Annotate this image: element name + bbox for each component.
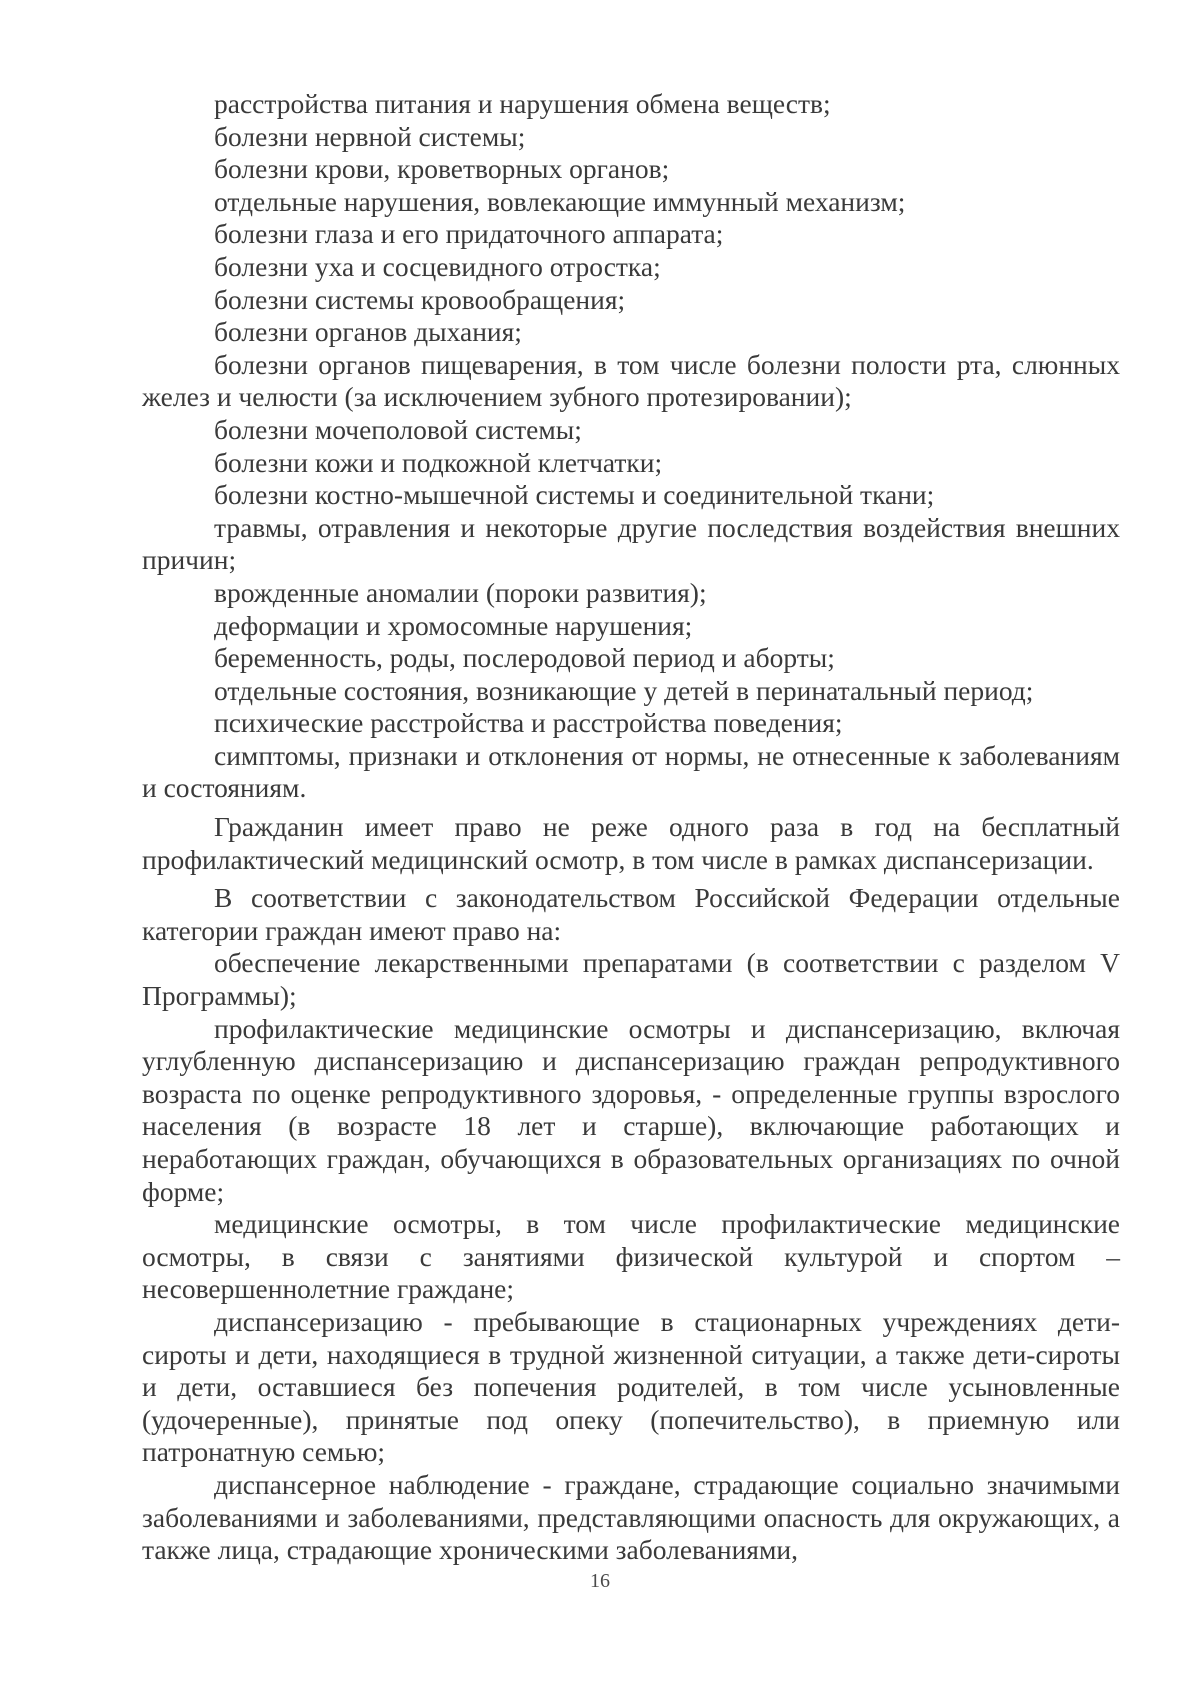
document-body [142, 88, 1120, 1567]
paragraph: болезни органов дыхания; [214, 316, 522, 348]
paragraph: диспансерное наблюдение - граждане, страдающие социально значимыми заболеваниями и заболеваниями, представляющими опасность для окружающих, а также лица, страдающие хроническими заболеваниями, [142, 1468, 1120, 1566]
paragraph: болезни кожи и подкожной клетчатки; [214, 446, 663, 478]
paragraph: отдельные состояния, возникающие у детей в перинатальный период; [214, 674, 1034, 706]
paragraph: обеспечение лекарственными препаратами (в соответствии с разделом V Программы); [142, 947, 1120, 1012]
paragraph: болезни глаза и его придаточного аппарата; [214, 218, 724, 250]
paragraph: В соответствии с законодательством Российской Федерации отдельные категории граждан имеют право на: [142, 882, 1120, 946]
paragraph: болезни нервной системы; [214, 120, 526, 152]
paragraph: болезни мочеполовой системы; [214, 413, 582, 445]
paragraph: отдельные нарушения, вовлекающие иммунный механизм; [214, 185, 906, 217]
paragraph: врожденные аномалии (пороки развития); [214, 576, 707, 608]
paragraph: деформации и хромосомные нарушения; [214, 609, 693, 641]
paragraph: психические расстройства и расстройства поведения; [214, 707, 843, 739]
paragraph: Гражданин имеет право не реже одного раза в год на бесплатный профилактический медицинский осмотр, в том числе в рамках диспансеризации. [142, 811, 1120, 875]
paragraph: болезни органов пищеварения, в том числе болезни полости рта, слюнных желез и челюсти (за исключением зубного протезировании); [142, 348, 1120, 413]
paragraph: медицинские осмотры, в том числе профилактические медицинские осмотры, в связи с занятиями физической культурой и спортом – несовершеннолетние граждане; [142, 1208, 1120, 1305]
paragraph: симптомы, признаки и отклонения от нормы, не отнесенные к заболеваниям и состояниям. [142, 739, 1120, 804]
paragraph: болезни крови, кроветворных органов; [214, 153, 670, 185]
paragraph: диспансеризацию - пребывающие в стационарных учреждениях дети-сироты и дети, находящиеся в трудной жизненной ситуации, а также дети-сироты и дети, оставшиеся без попечения родителей, в том числе усыновленные (удочеренные), принятые под опеку (попечительство), в приемную или патронатную семью; [142, 1305, 1120, 1468]
paragraph: болезни системы кровообращения; [214, 283, 626, 315]
paragraph: травмы, отравления и некоторые другие последствия воздействия внешних причин; [142, 511, 1120, 576]
page-number: 16 [590, 1570, 610, 1592]
paragraph: болезни уха и сосцевидного отростка; [214, 250, 661, 282]
paragraph: болезни костно-мышечной системы и соединительной ткани; [214, 479, 935, 511]
paragraph: профилактические медицинские осмотры и диспансеризацию, включая углубленную диспансеризацию и диспансеризацию граждан репродуктивного возраста по оценке репродуктивного здоровья, - определенные группы взрослого населения (в возрасте 18 лет и старше), включающие работающих и неработающих граждан, обучающихся в образовательных организациях по очной форме; [142, 1012, 1120, 1207]
paragraph: расстройства питания и нарушения обмена веществ; [214, 88, 831, 119]
paragraph: беременность, роды, послеродовой период и аборты; [214, 642, 835, 674]
